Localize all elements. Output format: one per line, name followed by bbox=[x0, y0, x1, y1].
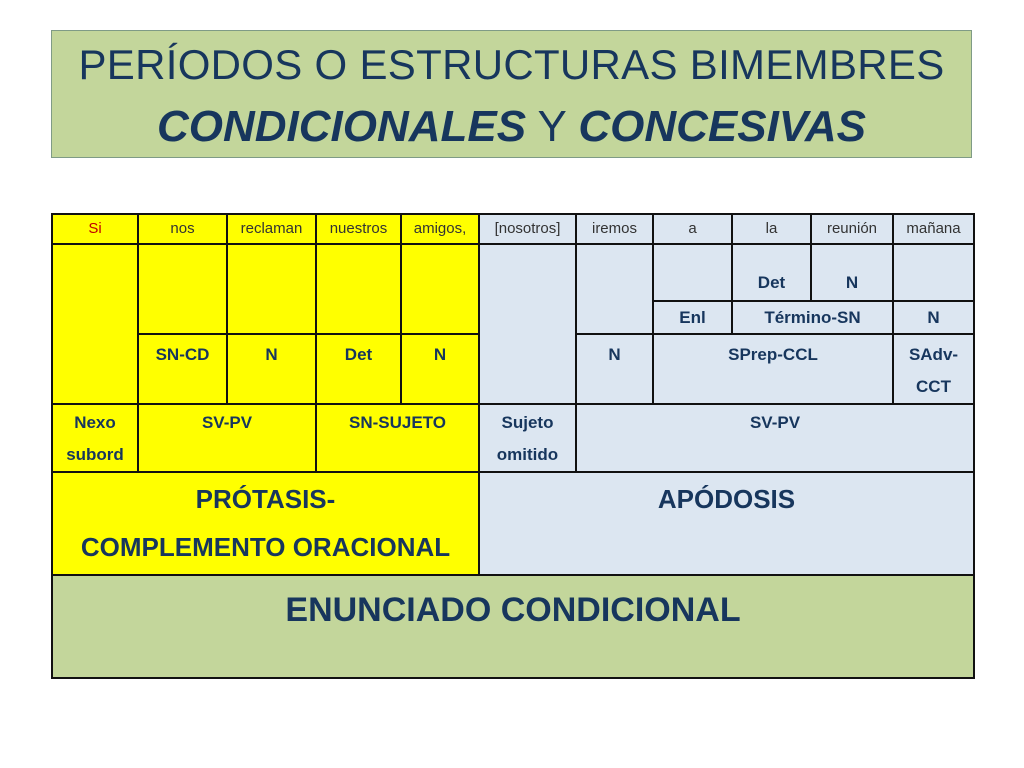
label-protasis-line1: PRÓTASIS- bbox=[195, 484, 336, 514]
word-reclaman: reclaman bbox=[227, 214, 316, 244]
title-conjunction: Y bbox=[537, 102, 567, 151]
label-sprep-ccl: SPrep-CCL bbox=[653, 334, 893, 404]
label-sujeto-line2: omitido bbox=[496, 445, 559, 464]
cell-nuestros-empty bbox=[316, 244, 401, 334]
label-protasis-line2: COMPLEMENTO ORACIONAL bbox=[80, 532, 451, 562]
word-nosotros: [nosotros] bbox=[479, 214, 576, 244]
word-la: la bbox=[732, 214, 811, 244]
label-enl: Enl bbox=[653, 301, 732, 334]
label-n-reunion: N bbox=[811, 244, 893, 301]
label-nexo-line2: subord bbox=[66, 445, 124, 464]
title-box bbox=[51, 30, 972, 158]
title-line-2 bbox=[52, 101, 971, 153]
label-sv-pv-protasis: SV-PV bbox=[138, 404, 316, 472]
label-n-reclaman: N bbox=[227, 334, 316, 404]
label-enunciado: ENUNCIADO CONDICIONAL bbox=[52, 575, 974, 678]
row-enunciado bbox=[52, 575, 974, 678]
label-apodosis: APÓDOSIS bbox=[479, 472, 974, 575]
word-reunion: reunión bbox=[811, 214, 893, 244]
label-nexo-line1: Nexo bbox=[74, 413, 116, 432]
word-amigos: amigos, bbox=[401, 214, 479, 244]
label-sadv-cct-line1: SAdv- bbox=[908, 345, 959, 364]
label-nexo-subord bbox=[52, 404, 138, 472]
cell-manana-empty bbox=[893, 244, 974, 301]
row-det bbox=[52, 244, 974, 301]
label-termino-sn: Término-SN bbox=[732, 301, 893, 334]
label-det-la: Det bbox=[732, 244, 811, 301]
title-line-1: PERÍODOS O ESTRUCTURAS BIMEMBRES bbox=[78, 41, 945, 88]
word-nuestros: nuestros bbox=[316, 214, 401, 244]
cell-nos-empty bbox=[138, 244, 227, 334]
label-det-nuestros: Det bbox=[316, 334, 401, 404]
cell-reclaman-empty bbox=[227, 244, 316, 334]
title-concesivas: CONCESIVAS bbox=[578, 102, 867, 151]
label-n-manana: N bbox=[893, 301, 974, 334]
words-row bbox=[52, 214, 974, 244]
cell-a-empty bbox=[653, 244, 732, 301]
syntax-analysis-table bbox=[51, 213, 975, 679]
row-sv bbox=[52, 404, 974, 472]
label-n-iremos: N bbox=[576, 334, 653, 404]
word-iremos: iremos bbox=[576, 214, 653, 244]
label-sadv-cct-line2: CCT bbox=[916, 377, 951, 396]
word-nos: nos bbox=[138, 214, 227, 244]
cell-iremos-empty bbox=[576, 244, 653, 334]
row-protasis-apodosis bbox=[52, 472, 974, 575]
label-protasis bbox=[52, 472, 479, 575]
label-sn-sujeto: SN-SUJETO bbox=[316, 404, 479, 472]
cell-si-empty bbox=[52, 244, 138, 404]
label-sujeto-omitido bbox=[479, 404, 576, 472]
cell-nosotros-empty bbox=[479, 244, 576, 404]
word-a: a bbox=[653, 214, 732, 244]
label-sujeto-line1: Sujeto bbox=[501, 413, 554, 432]
title-condicionales: CONDICIONALES bbox=[156, 102, 527, 151]
label-sadv-cct bbox=[893, 334, 974, 404]
word-manana: mañana bbox=[893, 214, 974, 244]
cell-amigos-empty bbox=[401, 244, 479, 334]
label-sv-pv-apodosis: SV-PV bbox=[576, 404, 974, 472]
label-n-amigos: N bbox=[401, 334, 479, 404]
label-sn-cd: SN-CD bbox=[138, 334, 227, 404]
word-si: Si bbox=[52, 214, 138, 244]
